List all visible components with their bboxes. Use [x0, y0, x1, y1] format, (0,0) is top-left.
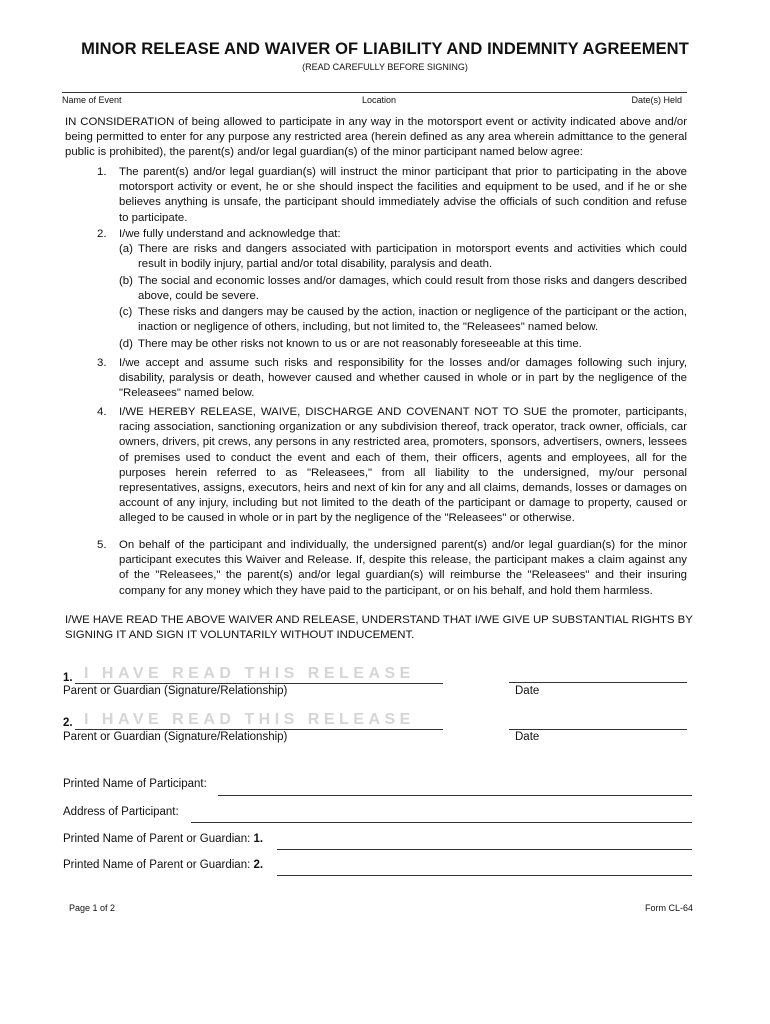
guardian-1-name-field[interactable] — [277, 849, 692, 850]
participant-address-field[interactable] — [191, 822, 692, 823]
document-title: MINOR RELEASE AND WAIVER OF LIABILITY AND INDEMNITY AGREEMENT — [81, 40, 689, 58]
subclause-text: There are risks and dangers associated with participation in motorsport events and activities which could result in bodily injury, partial and/or total disability, paralysis and death. — [138, 243, 687, 271]
clause-text: The parent(s) and/or legal guardian(s) will instruct the minor participant that prior to participating in the above motorsport activity or event, he or she should inspect the facilities and equipment to be used, and if he or she believes anything is unsafe, the participant should immediately advise the officials of such condition and refuse to participate. — [119, 166, 687, 224]
event-header-line[interactable] — [62, 92, 687, 93]
clause-text: On behalf of the participant and individually, the undersigned parent(s) and/or legal guardian(s) for the minor participant executes this Waiver and Release. If, despite this release, the participant makes a claim against any of the "Releasees," the parent(s) and/or legal guardian(s) will reimburse the "Releasees" and their insuring company for any money which they have paid to the participant, or on his behalf, and hold them harmless. — [119, 539, 687, 597]
clause-number: 2. — [97, 228, 107, 240]
guardian-2-name-field[interactable] — [277, 875, 692, 876]
guardian-2-label-text: Printed Name of Parent or Guardian: — [63, 859, 254, 871]
signature-1-number: 1. — [63, 672, 73, 684]
subclause-text: The social and economic losses and/or damages, which could result from those risks and dangers described above, could be severe. — [138, 275, 687, 303]
guardian-1-number: 1. — [253, 833, 264, 845]
signature-2-line[interactable] — [75, 729, 443, 730]
clause-text: I/we fully understand and acknowledge that: — [119, 228, 341, 240]
clause-text: I/we accept and assume such risks and responsibility for the losses and/or damages following such injury, disability, paralysis or death, however caused and whether caused in whole or in part by the negligence of the "Releasees" named below. — [119, 357, 687, 400]
guardian-2-name-label — [63, 859, 263, 871]
clause-3 — [89, 356, 687, 402]
clause-4 — [89, 405, 687, 527]
participant-address-label: Address of Participant: — [63, 806, 179, 818]
page-number: Page 1 of 2 — [69, 903, 116, 913]
document-subtitle: (READ CAREFULLY BEFORE SIGNING) — [302, 62, 468, 72]
subclause-text: There may be other risks not known to us or are not reasonably foreseeable at this time. — [138, 338, 582, 350]
subclause-letter: (c) — [119, 306, 133, 318]
signature-1-line[interactable] — [75, 683, 443, 684]
clause-text: I/WE HEREBY RELEASE, WAIVE, DISCHARGE AND COVENANT NOT TO SUE the promoter, participants, racing association, sanctioning organization or any subdivision thereof, track operator, track owner, officials, car owners, drivers, pit crews, any persons in any restricted area, promoters, sponsors, advertisers, owners, lessees of premises used to conduct the event and each of them, their officers, agents and employees, all for the purposes herein referred to as "Releasees," from all liability to the undersigned, my/our personal representatives, assigns, executors, heirs and next of kin for any and all claims, demands, losses or damages on account of any injury, including but not limited to the death of the participant or damage to property, caused or alleged to be caused in whole or in part by the negligence of the "Releasees" or otherwise. — [119, 406, 687, 525]
signature-2-watermark: I HAVE READ THIS RELEASE — [84, 711, 415, 728]
clause-5 — [89, 538, 687, 599]
acknowledgement-statement: I/WE HAVE READ THE ABOVE WAIVER AND RELEASE, UNDERSTAND THAT I/WE GIVE UP SUBSTANTIAL RIGHTS BY SIGNING IT AND SIGN IT VOLUNTARILY WITHOUT INDUCEMENT. — [65, 614, 693, 642]
guardian-1-name-label — [63, 833, 263, 845]
clause-2 — [89, 227, 687, 242]
participant-name-field[interactable] — [218, 795, 692, 796]
clause-number: 3. — [97, 357, 107, 369]
subclause-letter: (a) — [119, 243, 133, 255]
participant-name-label: Printed Name of Participant: — [63, 778, 207, 790]
subclause-letter: (d) — [119, 338, 133, 350]
subclause-text: These risks and dangers may be caused by the action, inaction or negligence of the participant or the action, inaction or negligence of others, including, but not limited to, the "Releasees" named below. — [138, 306, 687, 334]
clause-number: 4. — [97, 406, 107, 418]
date-1-line[interactable] — [509, 682, 687, 683]
signature-1-label: Parent or Guardian (Signature/Relationship) — [63, 685, 288, 697]
clause-number: 1. — [97, 166, 107, 178]
subclause-c — [119, 305, 687, 335]
dates-held-label: Date(s) Held — [631, 95, 682, 105]
form-number: Form CL-64 — [644, 903, 693, 913]
date-2-line[interactable] — [509, 729, 687, 730]
signature-2-label: Parent or Guardian (Signature/Relationship) — [63, 731, 288, 743]
subclause-letter: (b) — [119, 275, 133, 287]
guardian-1-label-text: Printed Name of Parent or Guardian: — [63, 833, 254, 845]
guardian-2-number: 2. — [253, 859, 264, 871]
intro-paragraph: IN CONSIDERATION of being allowed to participate in any way in the motorsport event or activity indicated above and/or being permitted to enter for any purpose any restricted area (herein defined as any area wherein admittance to the general public is prohibited), the parent(s) and/or legal guardian(s) of the minor participant named below agree: — [65, 116, 687, 159]
date-2-label: Date — [515, 731, 540, 743]
location-label: Location — [362, 95, 397, 105]
date-1-label: Date — [515, 685, 540, 697]
signature-1-watermark: I HAVE READ THIS RELEASE — [84, 665, 415, 682]
event-name-label: Name of Event — [62, 95, 122, 105]
subclause-b — [119, 274, 687, 304]
clause-number: 5. — [97, 539, 107, 551]
subclause-a — [119, 242, 687, 272]
clause-1 — [89, 165, 687, 226]
signature-2-number: 2. — [63, 717, 73, 729]
subclause-d — [119, 337, 687, 352]
